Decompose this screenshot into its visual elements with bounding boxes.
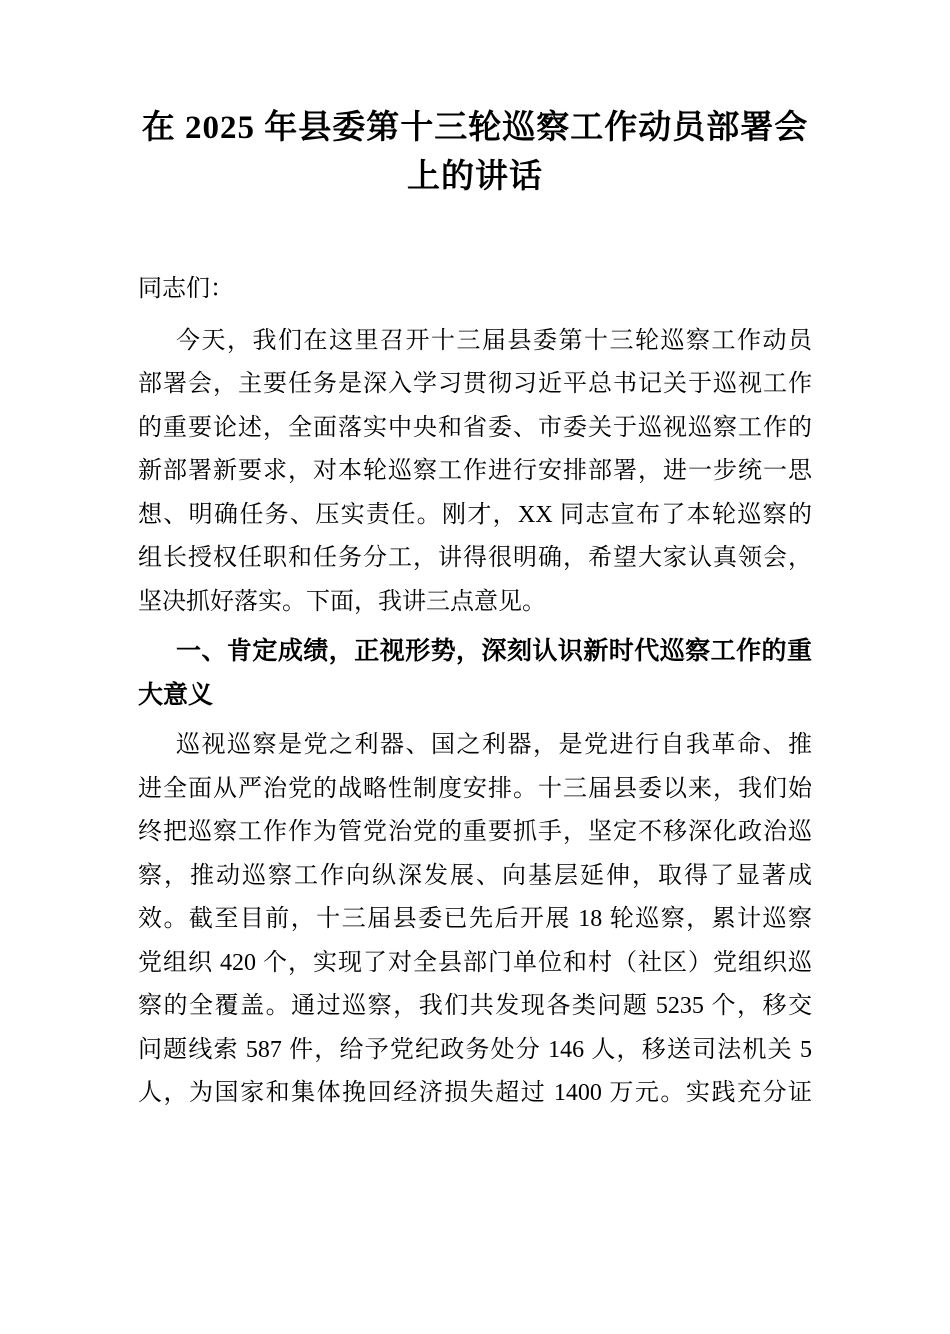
text-line: 人，为国家和集体挽回经济损失超过 1400 万元。实践充分证 (138, 1080, 812, 1106)
salutation: 同志们： (138, 276, 234, 302)
text-line: 组长授权任职和任务分工，讲得很明确，希望大家认真领会， (138, 545, 812, 571)
document-title (138, 104, 812, 202)
paragraph (138, 320, 812, 625)
text-line: 效。截至目前，十三届县委已先后开展 18 轮巡察，累计巡察 (138, 906, 812, 932)
section-heading (138, 630, 812, 717)
document-page (138, 104, 812, 1116)
document-title-line-1: 在 2025 年县委第十三轮巡察工作动员部署会 (141, 110, 809, 146)
text-line: 察的全覆盖。通过巡察，我们共发现各类问题 5235 个，移交 (138, 993, 812, 1019)
text-line: 想、明确任务、压实责任。刚才，XX 同志宣布了本轮巡察的 (138, 501, 812, 528)
paragraph (138, 724, 812, 1116)
text-line: 坚决抓好落实。下面，我讲三点意见。 (138, 588, 546, 615)
text-line: 终把巡察工作作为管党治党的重要抓手，坚定不移深化政治巡 (138, 819, 812, 845)
text-line: 大意义 (138, 680, 214, 709)
text-line: 部署会，主要任务是深入学习贯彻习近平总书记关于巡视工作 (138, 371, 812, 397)
document-title-line-2: 上的讲话 (407, 159, 543, 195)
text-line: 察，推动巡察工作向纵深发展、向基层延伸，取得了显著成 (138, 862, 812, 889)
text-line: 巡视巡察是党之利器、国之利器，是党进行自我革命、推 (176, 732, 812, 758)
text-line: 今天，我们在这里召开十三届县委第十三轮巡察工作动员 (176, 327, 812, 354)
text-line: 一、肯定成绩，正视形势，深刻认识新时代巡察工作的重 (176, 637, 812, 665)
text-line: 问题线索 587 件，给予党纪政务处分 146 人，移送司法机关 5 (138, 1036, 812, 1063)
blocks-container (138, 320, 812, 1116)
text-line: 的重要论述，全面落实中央和省委、市委关于巡视巡察工作的 (138, 414, 812, 441)
text-line: 进全面从严治党的战略性制度安排。十三届县委以来，我们始 (138, 775, 812, 802)
document-body (138, 268, 812, 1116)
text-line: 新部署新要求，对本轮巡察工作进行安排部署，进一步统一思 (138, 458, 812, 484)
text-line: 党组织 420 个，实现了对全县部门单位和村（社区）党组织巡 (138, 949, 812, 976)
